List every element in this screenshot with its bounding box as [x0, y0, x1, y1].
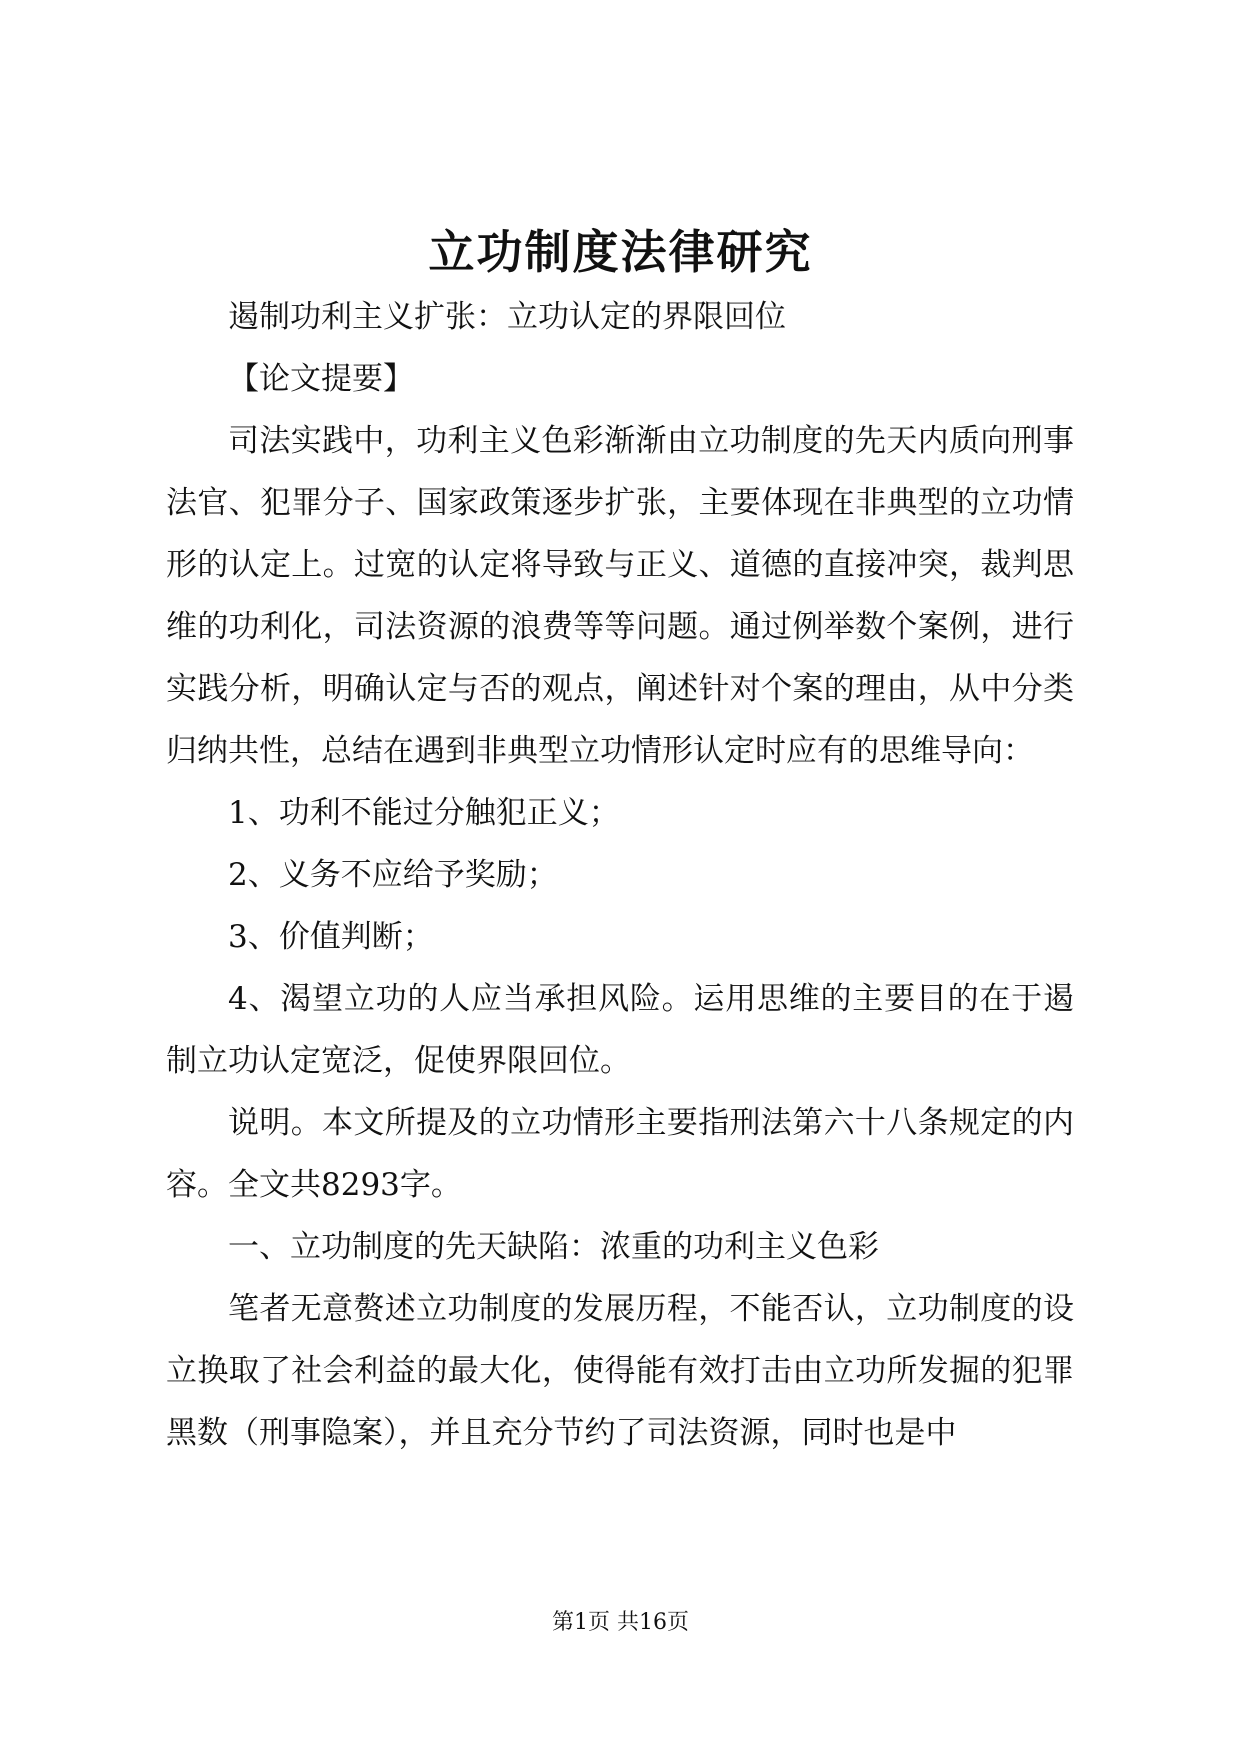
document-body — [166, 286, 1074, 1464]
list-item-4: 4、渴望立功的人应当承担风险。运用思维的主要目的在于遏制立功认定宽泛，促使界限回位。 — [166, 981, 1074, 1079]
abstract-heading: 【论文提要】 — [228, 361, 414, 397]
list-item-3: 3、价值判断； — [228, 919, 434, 955]
list-item-2: 2、义务不应给予奖励； — [228, 857, 558, 893]
list-item-1: 1、功利不能过分触犯正义； — [228, 795, 620, 831]
document-title: 立功制度法律研究 — [428, 225, 813, 279]
subtitle-paragraph: 遏制功利主义扩张：立功认定的界限回位 — [228, 299, 786, 335]
section-heading-1: 一、立功制度的先天缺陷：浓重的功利主义色彩 — [228, 1229, 879, 1265]
body-paragraph: 笔者无意赘述立功制度的发展历程，不能否认，立功制度的设立换取了社会利益的最大化，使得能有效打击由立功所发掘的犯罪黑数（刑事隐案），并且充分节约了司法资源，同时也是中 — [166, 1291, 1074, 1451]
note-paragraph: 说明。本文所提及的立功情形主要指刑法第六十八条规定的内容。全文共8293字。 — [166, 1105, 1074, 1203]
abstract-paragraph: 司法实践中，功利主义色彩渐渐由立功制度的先天内质向刑事法官、犯罪分子、国家政策逐步扩张，主要体现在非典型的立功情形的认定上。过宽的认定将导致与正义、道德的直接冲突，裁判思维的功利化，司法资源的浪费等等问题。通过例举数个案例，进行实践分析，明确认定与否的观点，阐述针对个案的理由，从中分类归纳共性，总结在遇到非典型立功情形认定时应有的思维导向： — [166, 423, 1074, 769]
page-number-footer: 第1页 共16页 — [552, 1610, 689, 1635]
